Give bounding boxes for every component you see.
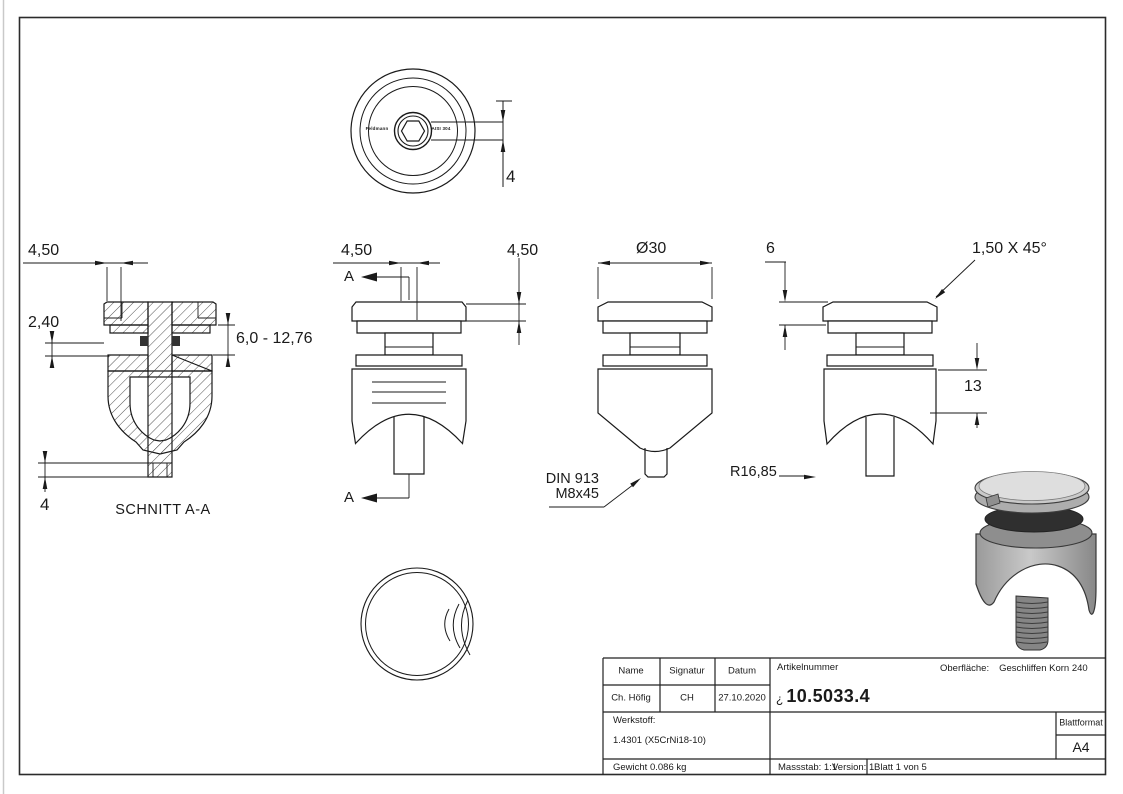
blattformat-label: Blattformat [1059,717,1103,728]
chamfer-leader-arrow [935,289,945,299]
hex-socket [402,121,425,141]
bottom-view [361,568,473,680]
section-title: SCHNITT A-A [115,502,211,518]
thread-note-line2: M8x45 [555,486,599,502]
artikelnummer-label: Artikelnummer [777,662,839,673]
dim-body-depth: 13 [964,378,982,395]
blattformat-value: A4 [1072,739,1090,755]
stamp-material: AISI 304 [431,125,451,131]
oberflaeche-label: Oberfläche: [940,663,990,674]
dim-cap-total: 6 [766,240,775,257]
dim-gasket: 2,40 [28,314,60,331]
cut-arrow-bottom [361,494,377,503]
oberflaeche [940,663,1088,674]
dim-cap-step-section: 4,50 [28,242,60,259]
name-label: Name [618,665,644,677]
blatt: Blatt 1 von 5 [874,762,927,773]
detail-view [765,260,987,479]
stamp-brand: Feldmann [365,125,389,131]
werkstoff-label: Werkstoff: [613,715,656,726]
name-value: Ch. Höfig [611,692,651,704]
dim-cap-step-front: 4,50 [341,242,373,259]
cut-arrow-top [361,273,377,282]
dim-stub: 4 [40,495,50,514]
artikelnummer [776,687,870,705]
radius-leader-arrow [804,475,816,480]
thread-note [500,472,599,502]
datum-label: Datum [728,665,756,677]
cut-label-bottom: A [344,489,355,506]
dim-cap-height: 4,50 [507,242,539,259]
thread-note-line1: DIN 913 [545,471,599,487]
front-view [333,258,526,506]
cut-label-top: A [344,268,355,285]
section-view [23,261,235,492]
werkstoff-value: 1.4301 (X5CrNi18-10) [613,735,706,746]
dim-glass-range: 6,0 - 12,76 [236,330,313,347]
dim-socket-depth: 4 [506,167,516,186]
drawing-frame [20,18,1106,775]
threaded-stud [1016,596,1048,650]
render-3d [975,472,1096,651]
oberflaeche-value: Geschliffen Korn 240 [999,663,1088,674]
artikelnummer-prefix: ¿ [776,692,784,706]
massstab: Massstab: 1:1 [778,762,838,773]
gewicht: Gewicht 0.086 kg [613,762,687,773]
chamfer-note: 1,50 X 45° [972,240,1047,257]
artikelnummer-value: 10.5033.4 [786,686,871,706]
version: Version: 1 [832,762,875,773]
signatur-value: CH [680,692,694,704]
saddle-radius-note: R16,85 [730,464,777,480]
datum-value: 27.10.2020 [718,692,766,704]
signatur-label: Signatur [669,665,705,677]
dim-diameter: Ø30 [636,240,667,257]
